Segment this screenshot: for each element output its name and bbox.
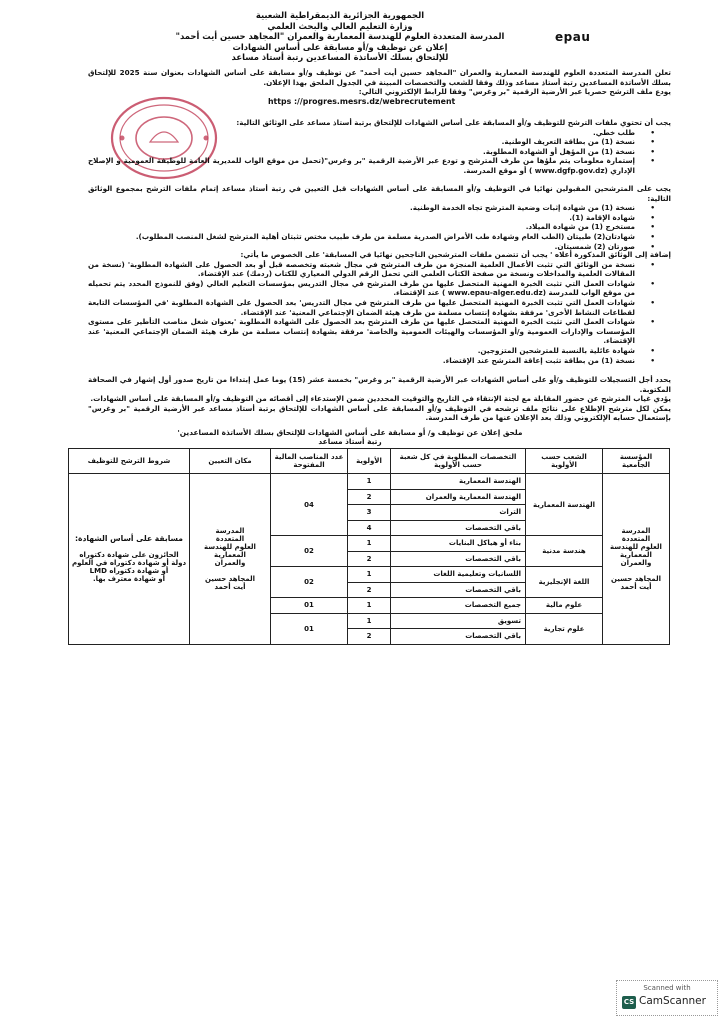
- conditions-cell: [69, 474, 190, 645]
- specialty-cell: باقي التخصصات: [391, 582, 526, 598]
- priority-cell: 1: [348, 598, 391, 614]
- watermark-brand: CamScanner: [639, 995, 706, 1007]
- column-header: الأولوية: [348, 449, 391, 474]
- institution-line: المدرسة: [621, 526, 651, 535]
- column-header: الشعب حسب الأولوية: [526, 449, 603, 474]
- specialty-cell: جميع التخصصات: [391, 598, 526, 614]
- specialty-cell: تسويق: [391, 613, 526, 629]
- placement-line: والعمران: [214, 558, 246, 567]
- conditions-line: أو شهادة دكتوراه LMD: [89, 567, 169, 576]
- header-line: للإلتحاق بسلك الأساتذة المساعدين رتبة أستاذ مساعد: [231, 52, 449, 63]
- results-paragraph: يمكن لكل مترشح الإطلاع على نتائج ملف ترشحه في التوظيف و/أو المسابقة على أساس الشهادات للإلتحاق برتبة أستاذ مساعد عبر الأرضية الرقمية "بر وغرس" بإستعمال حسابه الإلكتروني وذلك بعد الإعلان عنها من طرف المدرسة.: [88, 403, 671, 423]
- specialty-cell: باقي التخصصات: [391, 520, 526, 536]
- header-line: إعلان عن توظيف و/أو مسابقة على أساس الشهادات: [232, 41, 448, 52]
- list-item: • نسخة (1) من المؤهل أو الشهادة المطلوبة.: [88, 147, 635, 157]
- list-item: • شهادة عائلية بالنسبة للمترشحين المتزوجين.: [88, 346, 635, 356]
- placement-line: المعمارية: [214, 550, 246, 559]
- table-row: [69, 474, 670, 490]
- intro-section: [88, 68, 671, 97]
- annex-subtitle: رتبة أستاذ مساعد: [318, 437, 382, 446]
- specialty-cell: الهندسة المعمارية والعمران: [391, 489, 526, 505]
- annex-table: [68, 448, 670, 645]
- conditions-line: الحائزون على شهادة دكتوراه: [79, 551, 179, 560]
- watermark-caption: Scanned with: [643, 984, 691, 992]
- specialty-cell: بناء أو هياكل البنايات: [391, 536, 526, 552]
- placement-line: المجاهد حسين: [204, 574, 256, 583]
- column-header: عدد المناصب المالية المفتوحة: [271, 449, 348, 474]
- list-item: • إستمارة معلومات يتم ملؤها من طرف المترشح و تودع عبر الأرضية الرقمية "بر وغرس"(تحمل من موقع الواب للمديرية العامة للوظيفة العمومية و الإصلاح الإداري (www.dgfp.gov.dz ) أو موقع المدرسة.: [88, 156, 635, 175]
- list-item: • شهادات العمل التي تثبت الخبرة المهنية المتحصل عليها من طرف المترشح بعد الحصول على الشهادة المطلوبة 'بعنوان شغل مناصب التأطير على مستوى المؤسسات والإدارات العمومية و/أو المؤسسات والهيئات العمومية والخاصة' مرفقة بشهادة إنتساب مسلمة من طرف هيئة الضمان الإجتماعي المعنية' عند الإقتضاء.: [88, 317, 635, 346]
- placement-line: المتعددة: [215, 534, 245, 543]
- institution-cell: [603, 474, 670, 645]
- additional-documents-section: [88, 250, 671, 365]
- list-item: • شهادات العمل التي تثبت الخبرة المهنية المتحصل عليها من طرف المترشح في مجال التدريس بمؤسسات التعليم العالي (وفق للنموذج المحدد يتم تحميله من موقع الواب للمدرسة (www.epau-alger.edu.dz ) عند الإقتضاء.: [88, 279, 635, 298]
- institution-line: العلوم للهندسة: [610, 542, 662, 551]
- epau-logo: epau: [555, 30, 591, 44]
- posts-cell: 01: [271, 598, 348, 614]
- section-lead: يجب أن تحتوي ملفات الترشح للتوظيف و/أو المسابقة على أساس الشهادات للإلتحاق برتبة أستاذ مساعد على الوثائق التالية:: [236, 118, 671, 127]
- priority-cell: 2: [348, 582, 391, 598]
- header-line: وزارة التعليم العالي والبحث العلمي: [267, 20, 413, 31]
- column-header: شروط الترشح للتوظيف: [69, 449, 190, 474]
- posts-cell: 01: [271, 613, 348, 644]
- header-line: المدرسة المتعددة العلوم للهندسة المعمارية والعمران "المجاهد حسين أيت أحمد": [175, 31, 505, 42]
- institution-line: المتعددة: [621, 534, 651, 543]
- posts-cell: 02: [271, 536, 348, 567]
- list-item: • شهادة الإقامة (1).: [88, 213, 635, 223]
- list-item: • شهادتان(2) طبيتان (الطب العام وشهادة طب الأمراض الصدرية مسلمة من طرف طبيب مختص تثبتان أهلية المترشح لشغل المنصب المطلوب).: [88, 232, 635, 242]
- column-header: المؤسسة الجامعية: [603, 449, 670, 474]
- absence-paragraph: يؤدي غياب المترشح عن حضور المقابلة مع لجنة الإنتقاء في التاريخ والتوقيت المحددين ضمن الإستدعاء إلى أقصائه من التوظيف و/أو المسابقة على أساس الشهادات.: [90, 394, 671, 404]
- institution-line: أيت أحمد: [620, 582, 652, 591]
- specialty-cell: الهندسة المعمارية: [391, 474, 526, 490]
- conditions-line: دولة أو شهادة دكتوراه في العلوم: [71, 559, 187, 568]
- priority-cell: 2: [348, 551, 391, 567]
- priority-cell: 3: [348, 505, 391, 521]
- institution-line: والعمران: [620, 558, 652, 567]
- placement-cell: [190, 474, 271, 645]
- section-lead: إضافة إلى الوثائق المذكورة أعلاه ' يجب أن تتضمن ملفات المترشحين الناجحين نهائيا في المسابقة' على الخصوص ما يأتي:: [240, 250, 671, 259]
- priority-cell: 1: [348, 567, 391, 583]
- accepted-candidates-section: [88, 184, 671, 251]
- posts-cell: 02: [271, 567, 348, 598]
- annex-title-line: ملحق إعلان عن توظيف و/ أو مسابقة على أساس الشهادات للإلتحاق بسلك الأساتذة المساعدين': [177, 428, 523, 437]
- priority-cell: 4: [348, 520, 391, 536]
- section-lead: يجب على المترشحين المقبولين نهائيا في التوظيف و/أو المسابقة على أساس الشهادات قبل التعيين في رتبة أستاذ مساعد إتمام ملفات الترشح بمجموع الوثائق التالية:: [88, 184, 671, 203]
- priority-cell: 1: [348, 536, 391, 552]
- list-item: • نسخة من الوثائق التي تثبت الأعمال العلمية المنجزة من طرف المترشح في مجال شعبته وتخصصه قبل أو بعد الحصول على الشهادة المطلوبة' (نسخة من المقالات العلمية والمداخلات ونسخة من صفحة الكتاب العلمي التي تحمل الرقم الدولي المعياري للكتاب (ردمك) عند الإقتضاء.: [88, 260, 635, 279]
- specialty-cell: اللسانيات وتعليمية اللغات: [391, 567, 526, 583]
- header-line: الجمهورية الجزائرية الديمقراطية الشعبية: [255, 10, 425, 20]
- specialty-cell: باقي التخصصات: [391, 551, 526, 567]
- camscanner-watermark: [616, 980, 718, 1016]
- branch-cell: علوم تجارية: [526, 613, 603, 644]
- list-item: • نسخة (1) من شهادة إثبات وضعية المترشح تجاه الخدمة الوطنية.: [88, 203, 635, 213]
- recruitment-url[interactable]: https ://progres.mesrs.dz/webrecrutement: [268, 97, 456, 106]
- specialty-cell: التراث: [391, 505, 526, 521]
- branch-cell: الهندسة المعمارية: [526, 474, 603, 536]
- annex-title: [150, 428, 550, 446]
- specialty-cell: باقي التخصصات: [391, 629, 526, 645]
- branch-cell: هندسة مدنية: [526, 536, 603, 567]
- placement-line: العلوم للهندسة: [204, 542, 256, 551]
- column-header: مكان التعيين: [190, 449, 271, 474]
- required-documents-section: [88, 118, 671, 176]
- intro-paragraph: تعلن المدرسة المتعددة العلوم للهندسة المعمارية والعمران "المجاهد حسين أيت أحمد" عن توظيف و/أو مسابقة على أساس الشهادات بعنوان سنة 2025 للإلتحاق بسلك الأساتذة المساعدين رتبة أستاذ مساعد وذلك وفقا للشعب والتخصصات المبينة في الجدول الملحق بهذا الإعلان.: [88, 68, 671, 87]
- list-item: • مستخرج (1) من شهادة الميلاد.: [88, 222, 635, 232]
- priority-cell: 1: [348, 613, 391, 629]
- camscanner-logo-icon: CS: [622, 996, 636, 1009]
- list-item: • نسخة (1) من بطاقة تثبت إعاقة المترشح عند الإقتضاء.: [88, 356, 635, 366]
- closing-section: [88, 375, 671, 423]
- list-item: • شهادات العمل التي تثبت الخبرة المهنية المتحصل عليها من طرف المترشح في مجال التدريس' بعد الحصول على الشهادة المطلوبة 'في المؤسسات التابعة لقطاعات النشاط الأخرى' مرفقة بشهادة إنتساب مسلمة من طرف هيئة الضمان الإجتماعي المعنية' عند الإقتضاء.: [88, 298, 635, 317]
- priority-cell: 2: [348, 629, 391, 645]
- submission-paragraph: يودع ملف الترشح حصريا عبر الأرضية الرقمية "بر وغرس" وفقا للرابط الإلكتروني التالي:: [358, 87, 671, 97]
- branch-cell: اللغة الإنجليزية: [526, 567, 603, 598]
- branch-cell: علوم مالية: [526, 598, 603, 614]
- document-header: [150, 10, 530, 63]
- placement-line: المدرسة: [215, 526, 245, 535]
- conditions-line: أو شهادة معترف بها.: [92, 575, 166, 584]
- list-item: • نسخة (1) من بطاقة التعريف الوطنية.: [88, 137, 635, 147]
- conditions-title: مسابقة على أساس الشهادة:: [75, 534, 183, 544]
- priority-cell: 2: [348, 489, 391, 505]
- institution-line: المعمارية: [620, 550, 652, 559]
- institution-line: المجاهد حسين: [610, 574, 662, 583]
- placement-line: أيت أحمد: [214, 582, 246, 591]
- column-header: التخصصات المطلوبة في كل شعبة حسب الأولوية: [391, 449, 526, 474]
- posts-cell: 04: [271, 474, 348, 536]
- deadline-paragraph: يحدد أجل التسجيلات للتوظيف و/أو على أساس الشهادات عبر الأرضية الرقمية "بر وغرس" بخمسة عشر (15) يوما عمل إبتداءا من تاريخ صدور أول إشهار في الصحافة المكتوبة.: [88, 375, 672, 394]
- list-item: • صورتان (2) شمسيتان.: [88, 242, 635, 252]
- priority-cell: 1: [348, 474, 391, 490]
- list-item: • طلب خطي.: [88, 128, 635, 138]
